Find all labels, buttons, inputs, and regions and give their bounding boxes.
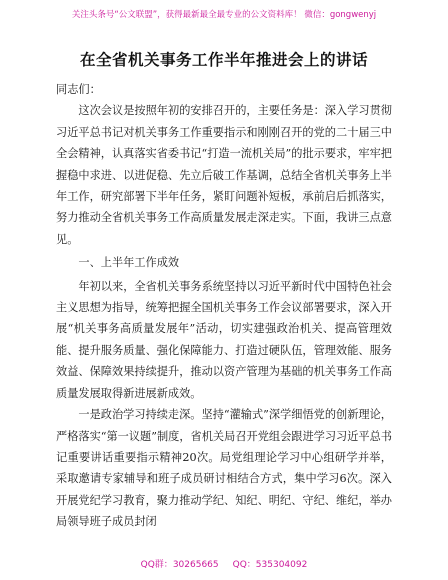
page-title: 在全省机关事务工作半年推进会上的讲话 <box>79 51 368 69</box>
qq-group-label: QQ群： <box>140 560 173 570</box>
footer-contact <box>0 557 448 570</box>
header-banner: 关注头条号“公文联盟”，获得最新最全最专业的公文资料库！ 微信：gongwenyj <box>71 10 377 20</box>
body-paragraph: 一是政治学习持续走深。坚持“灌输式”深学细悟党的创新理论，严格落实“第一议题”制度，省机关局召开党组会跟进学习习近平总书记重要讲话重要指示精神20次。局党组理论学习中心组研学并举，采取邀请专家辅导和班子成员研讨相结合方式，集中学习6次。深入开展党纪学习教育，聚力推动学纪、知纪、明纪、守纪、维纪，举办局领导班子成员封闭 <box>56 408 392 529</box>
qq-value: 535304092 <box>255 560 308 570</box>
qq-label: QQ： <box>232 560 256 570</box>
salutation: 同志们： <box>56 83 101 96</box>
qq-group-value: 30265665 <box>172 560 219 570</box>
document-body <box>56 79 392 533</box>
section-heading: 一、上半年工作成效 <box>78 256 180 270</box>
body-paragraph: 年初以来，全省机关事务系统坚持以习近平新时代中国特色社会主义思想为指导，统筹把握全国机关事务工作会议部署要求，深入开展“机关事务高质量发展年”活动，切实建强政治机关、提高管理效能、提升服务质量、强化保障能力、打造过硬队伍，管理效能、服务效益、保障效果持续提升，推动以资产管理为基础的机关事务工作高质量发展取得新进展新成效。 <box>56 279 392 400</box>
body-paragraph: 这次会议是按照年初的安排召开的，主要任务是：深入学习贯彻习近平总书记对机关事务工作重要指示和刚刚召开的党的二十届三中全会精神，认真落实省委书记“打造一流机关局”的批示要求，牢牢把握稳中求进、以进促稳、先立后破工作基调，总结全省机关事务上半年工作，研究部署下半年任务，紧盯问题补短板，承前启后抓落实，努力推动全省机关事务工作高质量发展走深走实。下面，我讲三点意见。 <box>56 104 392 246</box>
